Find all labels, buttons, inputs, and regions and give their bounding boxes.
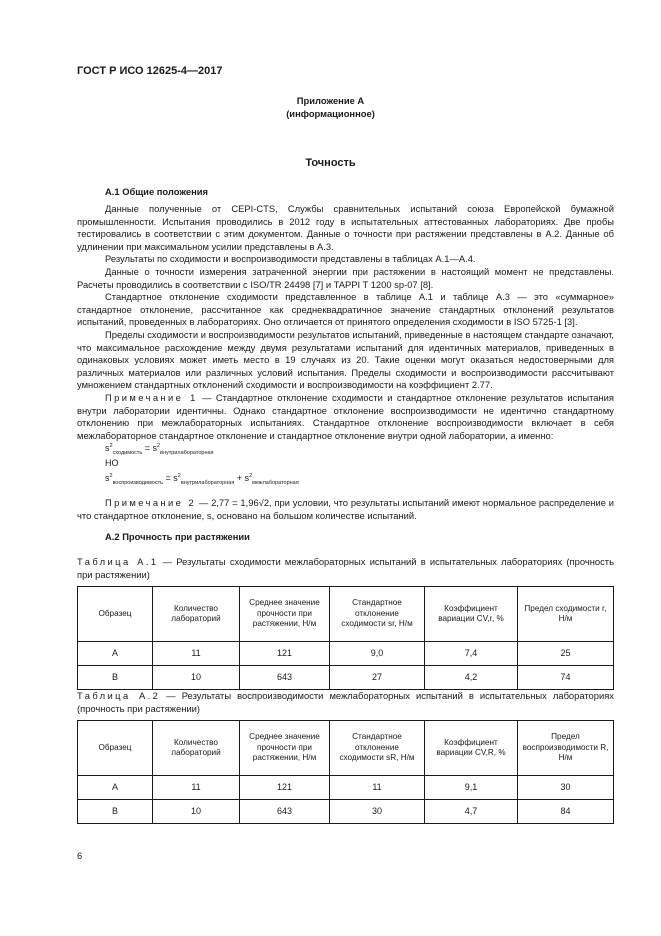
table-header-row [78, 721, 614, 776]
note-2-text: — 2,77 = 1,96√2, при условии, что результаты испытаний имеют нормальное распределение и что стандартное отклонение, s, основано на большом количестве испытаний. [77, 497, 614, 521]
table-header-row [78, 587, 614, 642]
column-header: Предел воспроизводимости R, Н/м [518, 721, 614, 776]
formula-2: $s^2_{воспроизводимость} = s^2_{внутрилабораторная} + s^2_{межлабораторная}$ [105, 473, 299, 486]
table-cell: 11 [330, 776, 425, 800]
column-header: Предел сходимости r, Н/м [518, 587, 614, 642]
paragraph: Стандартное отклонение сходимости представленное в таблице А.1 и таблице А.3 — это «суммарное» стандартное отклонение, рассчитанное как среднеквадратичное значение стандартных отклонений результатов испытаний, проведенных в лабораториях. Оно отличается от принятого определения сходимости в ISO 5725-1 [3]. [77, 291, 614, 328]
table-cell: А [78, 642, 153, 666]
column-header: Образец [78, 587, 153, 642]
note-2 [77, 497, 614, 522]
table-cell: 10 [153, 800, 240, 824]
table-cell: 4,2 [425, 666, 518, 690]
table-cell: 643 [240, 666, 330, 690]
paragraph: Пределы сходимости и воспроизводимости результатов испытаний, приведенные в настоящем стандарте означают, что максимальное расхождение между двумя результатами испытаний для идентичных материалов, приведенных в одинаковых условиях может иметь место в 19 случаях из 20. Такие оценки могут оказаться недостоверными для различных материалов или различных условий испытания. Пределы сходимости и воспроизводимости рассчитывают умножением стандартных отклонений сходимости и воспроизводимости на коэффициент 2.77. [77, 328, 614, 391]
table-cell: 121 [240, 642, 330, 666]
column-header: Коэффициент вариации CV,r, % [425, 587, 518, 642]
column-header: Среднее значение прочности при растяжении, Н/м [240, 587, 330, 642]
table-cell: 9,0 [330, 642, 425, 666]
main-title: Точность [305, 157, 356, 169]
formula-1: $s^2_{сходимость} = s^2_{внутрилабораторная}$ [105, 443, 214, 456]
page-number: 6 [77, 850, 83, 861]
table-cell: 11 [153, 642, 240, 666]
table-cell: 84 [518, 800, 614, 824]
appendix-subtitle: (информационное) [286, 108, 375, 119]
standard-header: ГОСТ Р ИСО 12625-4—2017 [77, 65, 223, 77]
table-row [78, 642, 614, 666]
table-cell: 27 [330, 666, 425, 690]
section-a2-title: А.2 Прочность при растяжении [105, 531, 250, 542]
column-header: Количество лабораторий [153, 587, 240, 642]
column-header: Стандартное отклонение сходимости sR, Н/м [330, 721, 425, 776]
table-cell: 25 [518, 642, 614, 666]
column-header: Образец [78, 721, 153, 776]
paragraph: Результаты по сходимости и воспроизводимости представлены в таблицах А.1—А.4. [105, 253, 476, 265]
note-1-text: — Стандартное отклонение сходимости и стандартное отклонение результатов испытания внутри лаборатории идентичны. Однако стандартное отклонение воспроизводимости не идентично стандартному отклонению при межлабораторных испытаниях. Стандартное отклонение воспроизводимости включает в себя межлабораторное стандартное отклонение и стандартное отклонение внутри одной лаборатории, а именно: [77, 391, 614, 441]
table-cell: 9,1 [425, 776, 518, 800]
table-cell: 11 [153, 776, 240, 800]
table-1 [77, 586, 614, 690]
table-2 [77, 720, 614, 824]
table-cell: А [78, 776, 153, 800]
column-header: Количество лабораторий [153, 721, 240, 776]
table-cell: 121 [240, 776, 330, 800]
table-row [78, 800, 614, 824]
table-cell: 643 [240, 800, 330, 824]
table-cell: 30 [518, 776, 614, 800]
note-1-label: Примечание 1 [105, 391, 198, 403]
table-2-caption: Таблица А.2 — Результаты воспроизводимости межлабораторных испытаний в испытательных лабораториях (прочность при растяжении) [77, 690, 614, 714]
table-row [78, 776, 614, 800]
appendix-title: Приложение А [296, 95, 365, 106]
table-cell: 30 [330, 800, 425, 824]
section-a1-title: А.1 Общие положения [105, 186, 208, 197]
paragraph: Данные полученные от CEPI-CTS, Службы сравнительных испытаний союза Европейской бумажной промышленности. Испытания проводились в 2012 году в испытательных аттестованных лабораториях. Две пробы тестировались в соответствии с этим документом. Данные о точности при растяжении представлены в А.2. Данные об удлинении при максимальном усилии представлены в А.3. [77, 203, 614, 252]
table-cell: 4,7 [425, 800, 518, 824]
table-cell: 7,4 [425, 642, 518, 666]
table-cell: 74 [518, 666, 614, 690]
column-header: Коэффициент вариации CV,R, % [425, 721, 518, 776]
formula-no: НО [105, 458, 119, 468]
section-a1-body [77, 203, 614, 442]
table-cell: В [78, 800, 153, 824]
table-cell: 10 [153, 666, 240, 690]
column-header: Стандартное отклонение сходимости sr, Н/м [330, 587, 425, 642]
table-cell: В [78, 666, 153, 690]
paragraph: Данные о точности измерения затраченной энергии при растяжении в настоящий момент не представлены. Расчеты проводились в соответствии с ISO/TR 24498 [7] и TAPPI T 1200 sp-07 [8]. [77, 265, 614, 290]
column-header: Среднее значение прочности при растяжении, Н/м [240, 721, 330, 776]
note-2-label: Примечание 2 [105, 497, 197, 508]
table-1-caption: Таблица А.1 — Результаты сходимости межлабораторных испытаний в испытательных лабораториях (прочность при растяжении) [77, 556, 614, 580]
table-row [78, 666, 614, 690]
note-1 [77, 392, 614, 442]
